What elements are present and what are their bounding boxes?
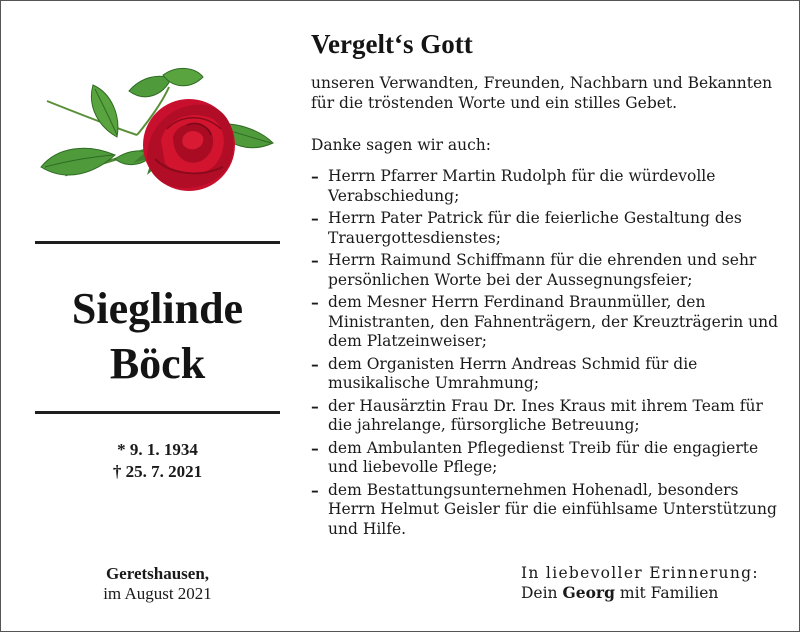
list-item-line: der Hausärztin Frau Dr. Ines Kraus mit ihrem Team für — [328, 396, 763, 415]
divider-top — [35, 241, 280, 244]
dash-bullet: – — [311, 209, 319, 228]
closing-suffix: mit Familien — [619, 584, 719, 602]
dash-bullet: – — [311, 251, 319, 270]
rose-icon — [37, 63, 281, 203]
list-item — [311, 209, 781, 248]
list-item — [311, 397, 781, 436]
notice-heading: Vergelt‘s Gott — [311, 29, 473, 59]
list-item — [311, 481, 781, 540]
list-item-line: Herrn Raimund Schiffmann für die ehrenden und sehr — [328, 251, 757, 269]
place-month: im August 2021 — [103, 584, 212, 603]
dash-bullet: – — [311, 438, 319, 458]
list-item-line: persönlichen Worte bei der Aussegnungsfeier; — [328, 270, 693, 289]
place-city: Geretshausen, — [105, 564, 210, 583]
intro-paragraph — [311, 73, 771, 113]
list-item-line: dem Mesner Herrn Ferdinand Braunmüller, den — [328, 293, 706, 311]
birth-date: * 9. 1. 1934 — [117, 440, 198, 459]
list-item-line: musikalische Umrahmung; — [328, 374, 540, 392]
list-item-line: Trauergottesdienstes; — [328, 228, 501, 247]
deceased-first-name: Sieglinde — [71, 284, 244, 333]
list-item-line: und liebevolle Pflege; — [328, 458, 498, 476]
list-item-line: dem Platzeinweiser; — [328, 332, 488, 350]
list-item-line: Ministranten, den Fahnenträgern, der Kreuzträgerin und — [328, 312, 778, 331]
list-item-line: Herrn Helmut Geisler für die einfühlsame Unterstützung — [328, 500, 777, 518]
thanks-list — [311, 167, 781, 542]
list-item-line: die jahrelange, fürsorgliche Betreuung; — [328, 416, 640, 434]
list-item — [311, 355, 781, 394]
dash-bullet: – — [311, 480, 319, 500]
list-item — [311, 167, 781, 206]
list-item — [311, 293, 781, 352]
list-item — [311, 439, 781, 478]
death-date: † 25. 7. 2021 — [112, 462, 203, 481]
closing-prefix: Dein — [521, 584, 558, 602]
dash-bullet: – — [311, 293, 319, 312]
list-item-line: dem Ambulanten Pflegedienst Treib für die engagierte — [328, 438, 759, 457]
list-item — [311, 251, 781, 290]
closing-signature — [521, 583, 771, 603]
list-item-line: Herrn Pater Patrick für die feierliche Gestaltung des — [328, 209, 742, 227]
intro-line: unseren Verwandten, Freunden, Nachbarn und Bekannten — [311, 74, 773, 92]
dash-bullet: – — [311, 354, 319, 374]
thanks-intro: Danke sagen wir auch: — [311, 136, 492, 154]
list-item-line: dem Bestattungsunternehmen Hohenadl, besonders — [328, 480, 739, 499]
intro-line: für die tröstenden Worte und ein stilles Gebet. — [311, 94, 678, 112]
deceased-last-name: Böck — [109, 339, 206, 388]
list-item-line: und Hilfe. — [328, 519, 407, 538]
dash-bullet: – — [311, 167, 319, 186]
list-item-line: Verabschiedung; — [328, 186, 460, 205]
closing-name: Georg — [562, 583, 615, 602]
divider-bottom — [35, 411, 280, 414]
dash-bullet: – — [311, 396, 319, 416]
list-item-line: dem Organisten Herrn Andreas Schmid für die — [328, 354, 698, 373]
list-item-line: Herrn Pfarrer Martin Rudolph für die würdevolle — [328, 167, 716, 185]
closing-remembrance: In liebevoller Erinnerung: — [521, 564, 759, 582]
